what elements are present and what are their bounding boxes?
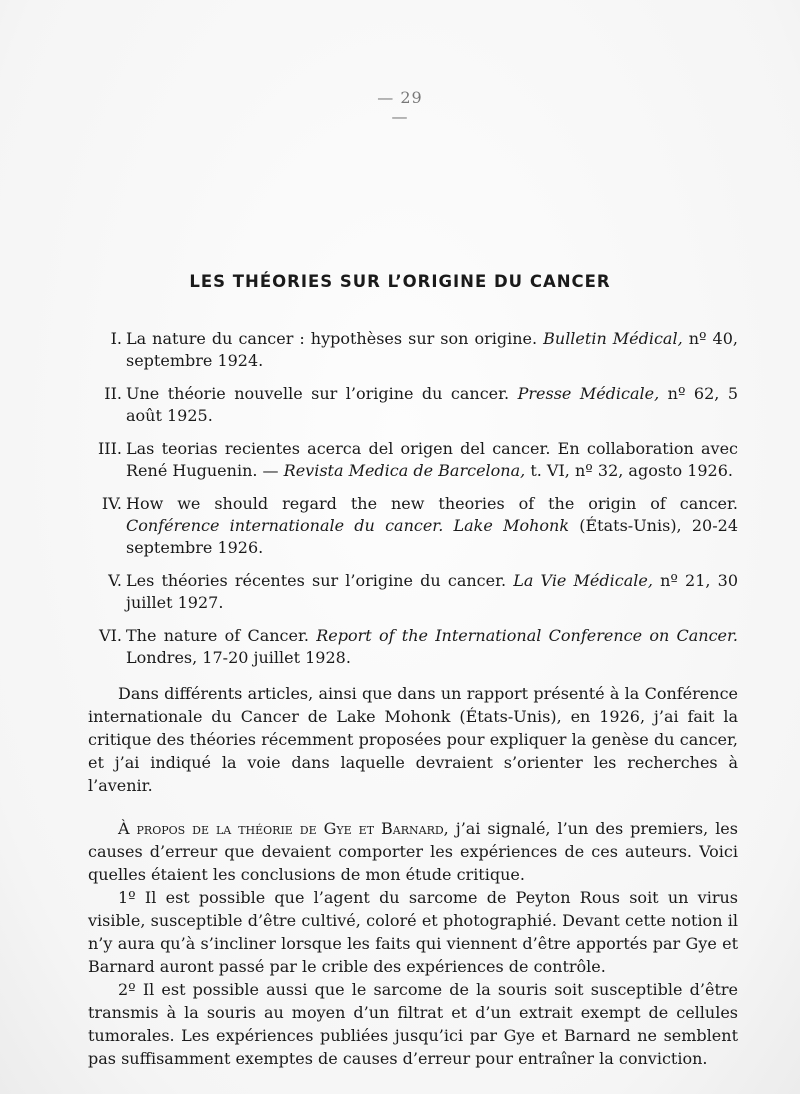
entry-details: nº 62, 5 août 1925. xyxy=(126,384,739,425)
entry-number: III. xyxy=(97,439,122,458)
entry-title: Une théorie nouvelle sur l’origine du cancer. xyxy=(126,384,510,403)
bibliography-entry-3 xyxy=(88,438,738,482)
bibliography-entry-6 xyxy=(88,625,738,669)
entry-source: La Vie Médicale, xyxy=(513,571,653,590)
paragraph-gye-barnard xyxy=(88,817,738,886)
entry-title: Las teorias recientes acerca del origen del cancer. En collaboration avec René Huguenin. — xyxy=(126,439,738,480)
paragraph-conclusion-2: 2º Il est possible aussi que le sarcome de la souris soit susceptible d’être transmis à la souris au moyen d’un filtrat et d’un extrait exempt de cellules tumorales. Les expériences publiées jusqu’ici par Gye et Barnard ne semblent pas suffisamment exemptes de causes d’erreur pour entraîner la conviction. xyxy=(88,980,738,1068)
entry-number: VI. xyxy=(99,626,122,645)
entry-source: Report of the International Conference on Cancer. xyxy=(316,626,739,645)
paragraph-intro: Dans différents articles, ainsi que dans un rapport présenté à la Conférence internationale du Cancer de Lake Mohonk (États-Unis), en 1926, j’ai fait la critique des théories récemment proposées pour expliquer la genèse du cancer, et j’ai indiqué la voie dans laquelle devraient s’orienter les recherches à l’avenir. xyxy=(88,684,738,795)
entry-number: II. xyxy=(104,384,122,403)
entry-number: I. xyxy=(110,329,122,348)
entry-title: La nature du cancer : hypothèses sur son origine. xyxy=(126,329,538,348)
bibliography-entry-4 xyxy=(88,493,738,559)
bibliography-list xyxy=(88,328,738,680)
paragraph-text: j’ai signalé, l’un des premiers, les causes d’erreur que devaient comporter les expériences de ces auteurs. Voici quelles étaient les conclusions de mon étude critique. xyxy=(88,819,738,884)
entry-number: V. xyxy=(108,571,122,590)
entry-title: How we should regard the new theories of the origin of cancer. xyxy=(126,494,738,513)
bibliography-entry-1 xyxy=(88,328,738,372)
small-caps-heading: À propos de la théorie de Gye et Barnard, xyxy=(118,819,449,838)
entry-details: (États-Unis), 20-24 septembre 1926. xyxy=(126,516,738,557)
section-title: LES THÉORIES SUR L’ORIGINE DU CANCER xyxy=(189,272,611,291)
entry-title: Les théories récentes sur l’origine du cancer. xyxy=(126,571,507,590)
paragraph-conclusion-1: 1º Il est possible que l’agent du sarcome de Peyton Rous soit un virus visible, susceptible d’être cultivé, coloré et photographié. Devant cette notion il n’y aura qu’à s’incliner lorsque les faits qui viennent d’être apportés par Gye et Barnard auront passé par le crible des expériences de contrôle. xyxy=(88,888,738,976)
entry-source: Conférence internationale du cancer. Lake Mohonk xyxy=(126,516,570,535)
entry-source: Bulletin Médical, xyxy=(543,329,683,348)
body-text xyxy=(88,682,738,1070)
entry-source: Revista Medica de Barcelona, xyxy=(283,461,526,480)
entry-details: t. VI, nº 32, agosto 1926. xyxy=(525,461,733,480)
page-number: — 29 — xyxy=(377,88,423,126)
entry-details: nº 40, septembre 1924. xyxy=(126,329,739,370)
entry-details: nº 21, 30 juillet 1927. xyxy=(126,571,739,612)
bibliography-entry-2 xyxy=(88,383,738,427)
entry-title: The nature of Cancer. xyxy=(126,626,309,645)
entry-number: IV. xyxy=(101,494,122,513)
entry-details: Londres, 17-20 juillet 1928. xyxy=(126,648,351,667)
bibliography-entry-5 xyxy=(88,570,738,614)
entry-source: Presse Médicale, xyxy=(517,384,660,403)
